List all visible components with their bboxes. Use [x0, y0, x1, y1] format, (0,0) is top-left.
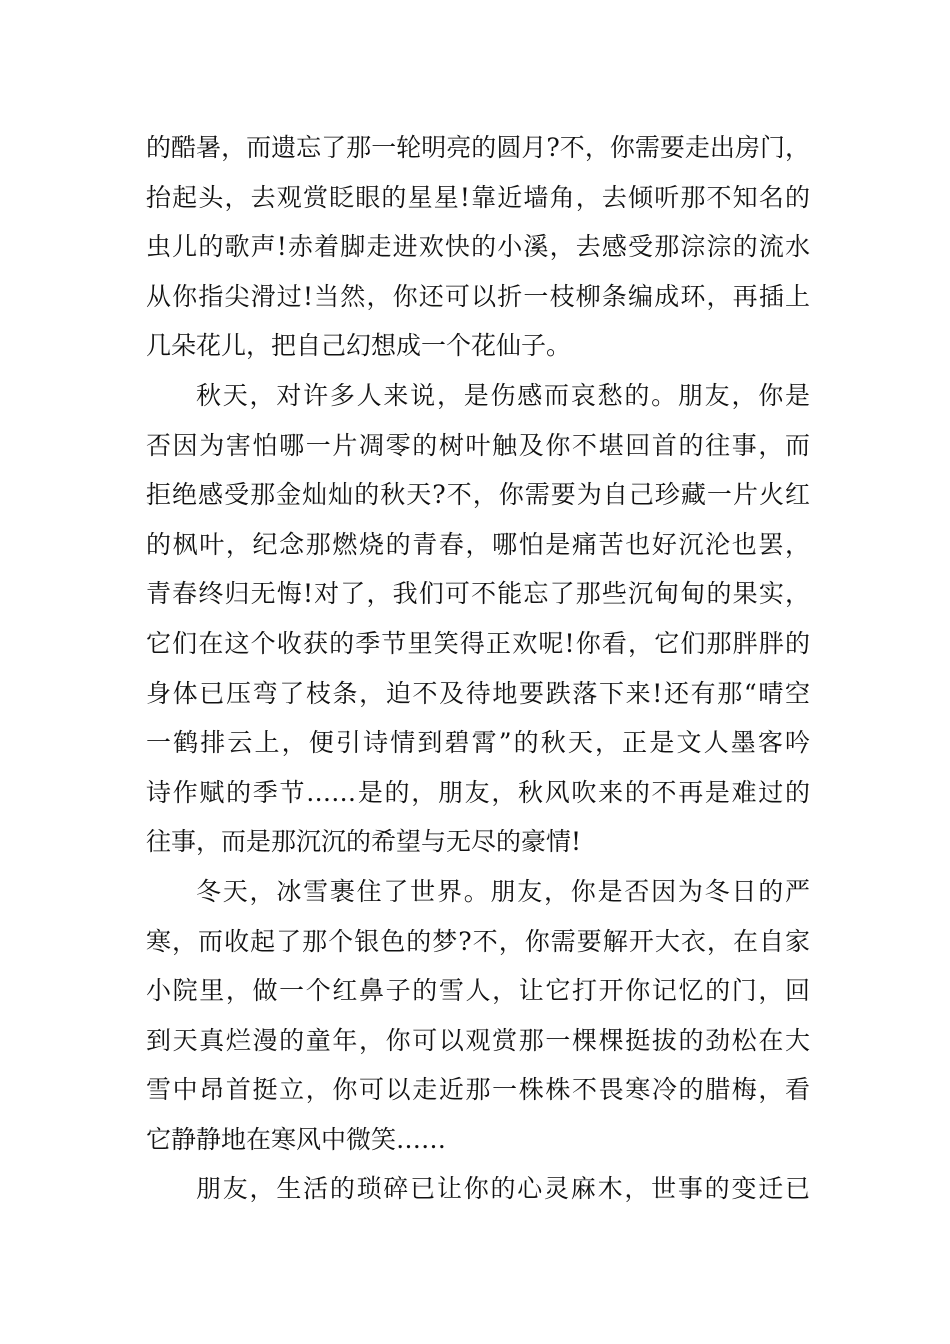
text-line: 往事，而是那沉沉的希望与无尽的豪情!: [146, 827, 582, 857]
paragraph-summer: [146, 123, 810, 371]
text-line: 寒，而收起了那个银色的梦?不，你需要解开大衣，在自家: [146, 926, 810, 956]
text-line: 否因为害怕哪一片凋零的树叶触及你不堪回首的往事，而: [146, 430, 810, 460]
text-line: 冬天，冰雪裹住了世界。朋友，你是否因为冬日的严: [196, 876, 810, 906]
text-line: 身体已压弯了枝条，迫不及待地要跌落下来!还有那“晴空: [146, 678, 810, 708]
text-line: 虫儿的歌声!赤着脚走进欢快的小溪，去感受那淙淙的流水: [146, 232, 810, 262]
paragraph-friend: [146, 1164, 810, 1214]
paragraph-winter: [146, 867, 810, 1165]
text-line: 它静静地在寒风中微笑……: [146, 1124, 447, 1154]
text-line: 几朵花儿，把自己幻想成一个花仙子。: [146, 331, 572, 361]
document-body: [146, 123, 810, 1214]
text-line: 到天真烂漫的童年，你可以观赏那一棵棵挺拔的劲松在大: [146, 1025, 810, 1055]
text-line: 诗作赋的季节……是的，朋友，秋风吹来的不再是难过的: [146, 777, 810, 807]
text-line: 拒绝感受那金灿灿的秋天?不，你需要为自己珍藏一片火红: [146, 480, 810, 510]
text-line: 一鹤排云上，便引诗情到碧霄”的秋天，正是文人墨客吟: [146, 728, 810, 758]
text-line: 小院里，做一个红鼻子的雪人，让它打开你记忆的门，回: [146, 976, 810, 1006]
text-line: 青春终归无悔!对了，我们可不能忘了那些沉甸甸的果实，: [146, 579, 810, 609]
text-line: 朋友，生活的琐碎已让你的心灵麻木，世事的变迁已: [196, 1174, 810, 1204]
text-line: 的枫叶，纪念那燃烧的青春，哪怕是痛苦也好沉沦也罢，: [146, 529, 810, 559]
text-line: 秋天，对许多人来说，是伤感而哀愁的。朋友，你是: [196, 380, 810, 410]
text-line: 雪中昂首挺立，你可以走近那一株株不畏寒冷的腊梅，看: [146, 1075, 810, 1105]
paragraph-autumn: [146, 371, 810, 867]
text-line: 抬起头，去观赏眨眼的星星!靠近墙角，去倾听那不知名的: [146, 182, 810, 212]
text-line: 它们在这个收获的季节里笑得正欢呢!你看，它们那胖胖的: [146, 628, 810, 658]
text-line: 的酷暑，而遗忘了那一轮明亮的圆月?不，你需要走出房门，: [146, 133, 810, 162]
text-line: 从你指尖滑过!当然，你还可以折一枝柳条编成环，再插上: [146, 281, 810, 311]
